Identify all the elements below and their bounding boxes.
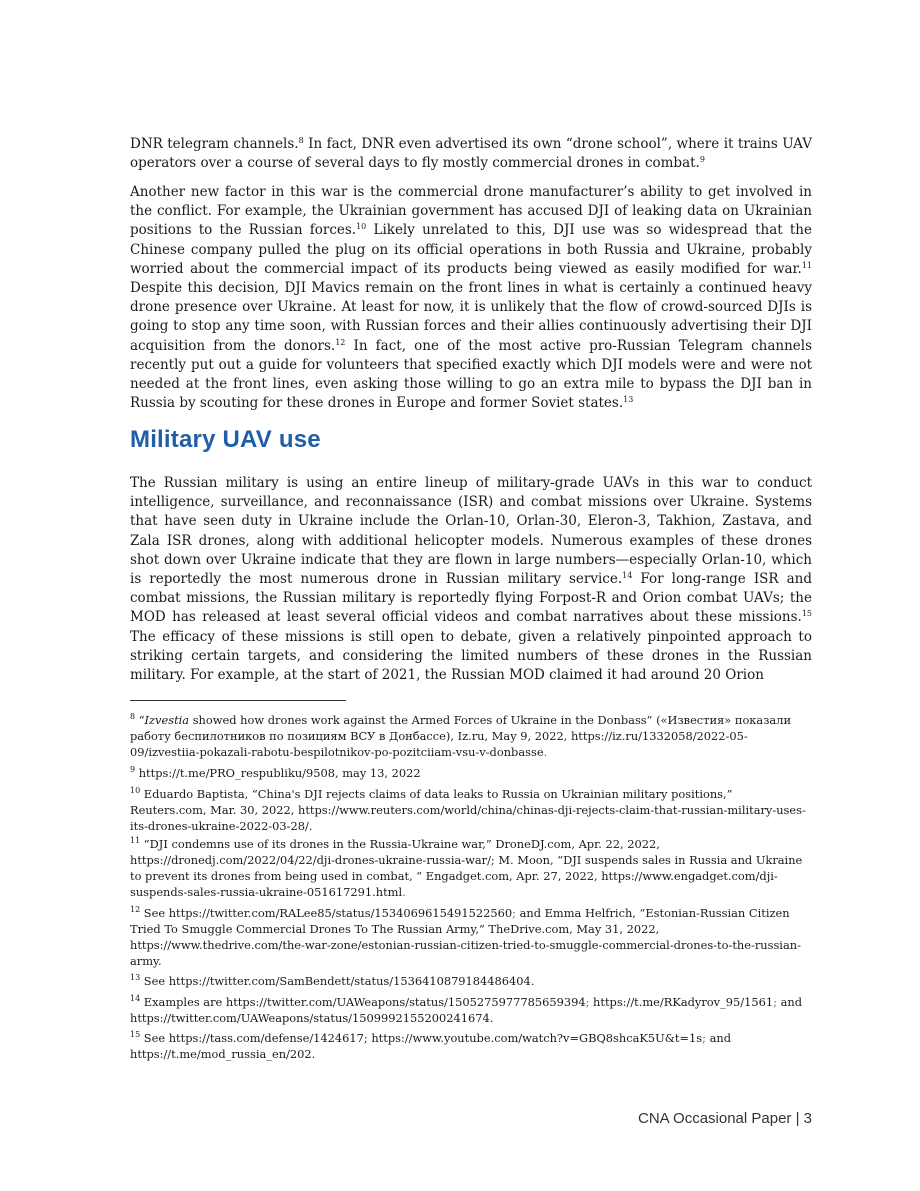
text-run: DNR telegram channels.: [130, 136, 299, 152]
footnote-number: 8: [130, 712, 136, 721]
text-run: .: [402, 885, 406, 899]
text-run: “: [135, 713, 145, 727]
text-run: In fact, one of the most active pro-Russian Telegram channels recently put out a guide for volunteers that specified exactly which DJI models were and were not needed at the front lines, even asking those willing to go an extra mile to bypass the DJI ban in Russia by scouting for these drones in Europe and former Soviet states.: [130, 337, 813, 412]
paragraph-1: [130, 135, 812, 173]
text-run: ;: [585, 995, 590, 1009]
footnote-number: 9: [130, 765, 136, 774]
footnote-ref[interactable]: 15: [801, 609, 812, 619]
footnote-ref[interactable]: 14: [622, 571, 633, 581]
text-run: ;: [702, 1031, 706, 1045]
footnote-number: 14: [130, 994, 141, 1003]
page-footer: CNA Occasional Paper | 3: [638, 1110, 812, 1127]
footnote-ref[interactable]: 11: [801, 260, 812, 270]
footnote-link[interactable]: Eduardo Baptista, “China's DJI rejects claims of data leaks to Russia on Ukrainian military positions,” Reuters.com, Mar. 30, 2022, https://www.reuters.com/world/china/chinas-dji-rejects-claim-that-russian-military-uses-its-drones-ukraine-2022-03-28/.: [130, 787, 806, 833]
paragraph-2: [130, 183, 812, 413]
footnote-13: [130, 973, 812, 989]
paragraph-3: [130, 474, 812, 685]
footnote-11: [130, 836, 812, 900]
footnote-link[interactable]: and Emma Helfrich, “Estonian-Russian Citizen Tried To Smuggle Commercial Drones To The Russian Army,” TheDrive.com, May 31, 2022, https://www.thedrive.com/the-war-zone/estonian-russian-citizen-tried-to-smuggle-commercial-drones-to-the-russian-army.: [130, 906, 801, 968]
text-run: For long-range ISR and combat missions, the Russian military is reportedly flying Forpost-R and Orion combat UAVs; the MOD has released at least several official videos and combat narratives about these missions.: [130, 571, 812, 626]
footnote-link[interactable]: See https://twitter.com/RALee85/status/1534069615491522560: [140, 906, 513, 920]
footnote-number: 10: [130, 786, 141, 795]
text-run: ;: [773, 995, 777, 1009]
footnote-separator: [130, 700, 346, 701]
footnote-number: 11: [130, 836, 141, 845]
footnote-ref[interactable]: 13: [623, 395, 634, 405]
footnote-link[interactable]: See https://twitter.com/SamBendett/status/1536410879184486404.: [140, 974, 535, 988]
text-run: The Russian military is using an entire lineup of military-grade UAVs in this war to conduct intelligence, surveillance, and reconnaissance (ISR) and combat missions over Ukraine. Systems that have seen duty in Ukraine include the Orlan-10, Orlan-30, Eleron-3, Takhion, Zastava, and Zala ISR drones, along with additional helicopter models. Numerous examples of these drones shot down over Ukraine indicate that they are flown in large numbers—especially Orlan-10, which is reportedly the most numerous drone in Russian military service.: [130, 475, 812, 588]
text-run: Despite this decision, DJI Mavics remain on the front lines in what is certainly a continued heavy drone presence over Ukraine. At least for now, it is unlikely that the flow of crowd-sourced DJIs is going to stop any time soon, with Russian forces and their allies continuously advertising their DJI acquisition from the donors.: [130, 280, 812, 354]
text-run: The efficacy of these missions is still open to debate, given a relatively pinpointed approach to striking certain targets, and considering the limited numbers of these drones in the Russian military. For example, at the start of 2021, the Russian MOD claimed it had around 20 Orion: [130, 628, 812, 684]
footnote-9: [130, 765, 812, 781]
footnote-12: [130, 905, 812, 969]
footnote-ref[interactable]: 12: [335, 337, 346, 347]
text-run: Another new factor in this war is the commercial drone manufacturer’s ability to get involved in the conflict. For example, the Ukrainian government has accused DJI of leaking data on Ukrainian positions to the Russian forces.: [130, 184, 812, 239]
footnote-link[interactable]: Examples are https://twitter.com/UAWeapons/status/1505275977785659394: [140, 995, 586, 1009]
footnote-number: 13: [130, 973, 141, 982]
section-heading: Military UAV use: [130, 426, 321, 453]
footnote-link[interactable]: https://t.me/RKadyrov_95/1561: [589, 995, 774, 1009]
footnote-number: 15: [130, 1030, 141, 1039]
footnote-link[interactable]: “DJI condemns use of its drones in the Russia-Ukraine war,” DroneDJ.com, Apr. 22, 2022, https://dronedj.com/2022/04/22/dji-drones-ukraine-russia-war/; M. Moon, “DJI suspends sales in Russia and Ukraine to prevent its drones from being used in combat, “ Engadget.com, Apr. 27, 2022, https://www.engadget.com/dji-suspends-sales-russia-ukraine-051617291.html: [130, 837, 803, 899]
footnote-8: [130, 712, 812, 760]
footnote-10: [130, 786, 812, 834]
text-run[interactable]: showed how drones work against the Armed Forces of Ukraine in the Donbass” («Известия» показали работу беспилотников по позициям ВСУ в Донбассе), Iz.ru, May 9, 2022, https://iz.ru/1332058/2022-05-09/izvestiia-pokazali-rabotu-bespilotnikov-po-pozitciiam-vsu-v-donbasse: [130, 713, 792, 759]
footnote-link[interactable]: See https://tass.com/defense/1424617; https://www.youtube.com/watch?v=GBQ8shcaK5U&t=1s: [140, 1031, 703, 1045]
footnote-ref[interactable]: 9: [699, 155, 705, 165]
text-run: In fact, DNR even advertised its own “drone school”, where it trains UAV operators over a course of several days to fly mostly commercial drones in combat.: [130, 136, 812, 172]
footnote-link[interactable]: and https://twitter.com/UAWeapons/status/1509992155200241674.: [130, 995, 803, 1025]
footnote-15: [130, 1030, 812, 1062]
text-run: Likely unrelated to this, DJI use was so widespread that the Chinese company pulled the plug on its official operations in both Russia and Ukraine, probably worried about the commercial impact of its products being viewed as easily modified for war.: [130, 222, 812, 277]
footnote-ref[interactable]: 8: [298, 136, 304, 145]
footnote-link[interactable]: https://t.me/PRO_respubliku/9508, may 13, 2022: [135, 766, 421, 780]
footnote-number: 12: [130, 905, 141, 914]
italic-title: Izvestia: [144, 713, 190, 727]
text-run: ;: [512, 906, 516, 920]
footnote-14: [130, 994, 812, 1026]
footnote-link[interactable]: and https://t.me/mod_russia_en/202.: [130, 1031, 732, 1061]
footnote-ref[interactable]: 10: [356, 222, 367, 232]
text-run: .: [543, 745, 548, 759]
